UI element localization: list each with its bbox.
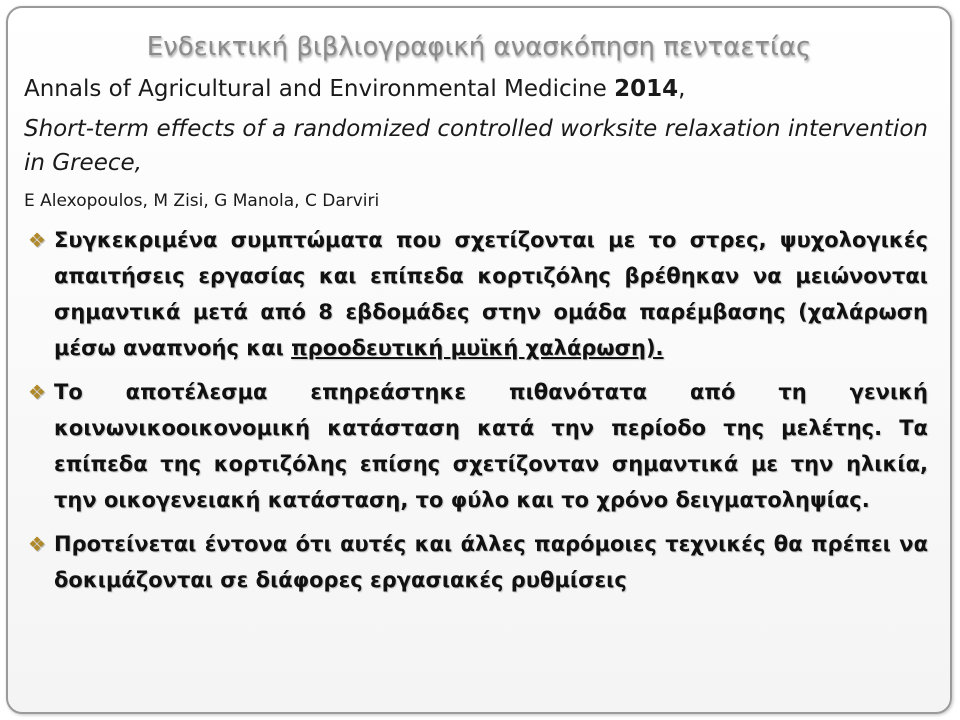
bullet-underlined-text: προοδευτική μυϊκή χαλάρωση).: [291, 336, 664, 360]
journal-name: Annals of Agricultural and Environmental Medicine: [24, 76, 615, 102]
bullet-item: [24, 374, 928, 518]
bullet-item: [24, 222, 928, 366]
paper-title: Short-term effects of a randomized controlled worksite relaxation intervention in Greece,: [24, 116, 928, 176]
bullet-text: Το αποτέλεσμα επηρεάστηκε πιθανότατα από τη γενική κοινωνικοοικονομική κατάσταση κατά την περίοδο της μελέτης. Τα επίπεδα της κορτιζόλης επίσης σχετίζονταν σημαντικά με την ηλικία, την οικογενειακή κατάσταση, το φύλο και το χρόνο δειγματοληψίας.: [54, 380, 928, 512]
journal-line: [24, 72, 928, 106]
slide-title: Ενδεικτική βιβλιογραφική ανασκόπηση πενταετίας: [146, 32, 812, 62]
journal-year: 2014: [614, 76, 679, 102]
bullet-text: Προτείνεται έντονα ότι αυτές και άλλες παρόμοιες τεχνικές θα πρέπει να δοκιμάζονται σε διάφορες εργασιακές ρυθμίσεις: [54, 532, 928, 592]
bullet-item: [24, 526, 928, 598]
diamond-bullet-icon: ❖: [28, 532, 46, 556]
bullet-text: Συγκεκριμένα συμπτώματα που σχετίζονται με το στρες, ψυχολογικές απαιτήσεις εργασίας και επίπεδα κορτιζόλης βρέθηκαν να μειώνονται σημαντικά μετά από 8 εβδομάδες στην ομάδα παρέμβασης (χαλάρωση μέσω αναπνοής και: [54, 228, 928, 360]
authors-line: E Alexopoulos, M Zisi, G Manola, C Darviri: [24, 191, 380, 211]
diamond-bullet-icon: ❖: [28, 380, 46, 404]
slide-body: [24, 70, 928, 598]
journal-suffix: ,: [678, 76, 686, 102]
diamond-bullet-icon: ❖: [28, 228, 46, 252]
slide-frame: [6, 6, 952, 714]
